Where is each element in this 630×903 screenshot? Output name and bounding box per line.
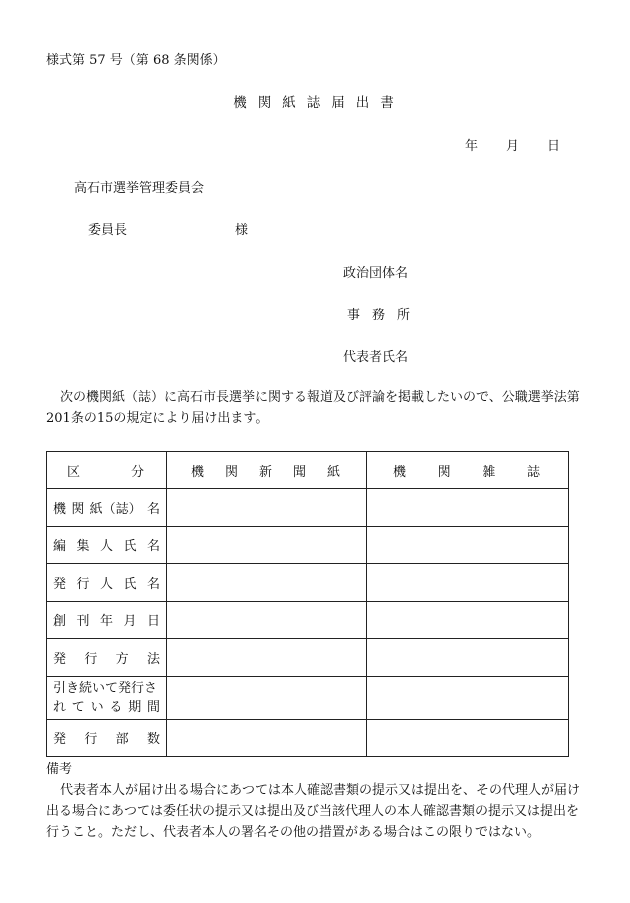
label-char: 聞 — [292, 464, 306, 480]
label-char: 機 — [53, 501, 67, 517]
chairperson-label: 委員長 — [88, 223, 128, 238]
label-char: 年 — [99, 614, 113, 630]
office-label: 事務所 — [347, 308, 423, 323]
magazine-cell[interactable] — [367, 676, 569, 719]
label-char: 発 — [53, 732, 67, 748]
label-char: 区 — [67, 464, 81, 480]
label-char: 新 — [258, 464, 272, 480]
label-char: 人 — [99, 539, 113, 555]
label-char: 氏 — [123, 576, 137, 592]
label-char: 発 — [53, 576, 67, 592]
magazine-cell[interactable] — [367, 489, 569, 527]
label-char: 部 — [115, 732, 129, 748]
table-header-row — [47, 452, 569, 489]
newspaper-cell[interactable] — [167, 526, 367, 564]
addressee: 高石市選挙管理委員会 — [74, 181, 205, 196]
row-label-line1: 引き続いて発行さ — [53, 680, 158, 696]
honorific: 様 — [235, 223, 249, 238]
row-label-circulation — [47, 719, 167, 757]
notes-heading: 備考 — [46, 762, 73, 777]
magazine-cell[interactable] — [367, 639, 569, 677]
label-char: 方 — [115, 651, 129, 667]
newspaper-cell[interactable] — [167, 719, 367, 757]
newspaper-cell[interactable] — [167, 489, 367, 527]
magazine-cell[interactable] — [367, 719, 569, 757]
label-char: 関 — [437, 464, 451, 480]
row-label-publication-name — [47, 489, 167, 527]
label-char: 名 — [146, 576, 160, 592]
label-char: 機 — [393, 464, 407, 480]
label-char: 紙（誌） — [89, 501, 142, 517]
date-month: 月 — [506, 139, 520, 154]
date-day: 日 — [547, 139, 561, 154]
label-char: 氏 — [123, 539, 137, 555]
label-char: い — [90, 699, 104, 715]
label-char: 行 — [84, 651, 98, 667]
label-char: 機 — [191, 464, 205, 480]
newspaper-cell[interactable] — [167, 639, 367, 677]
table-row — [47, 719, 569, 757]
label-char: 関 — [224, 464, 238, 480]
chairperson-line — [88, 219, 249, 238]
label-char: 誌 — [526, 464, 540, 480]
row-label-line2 — [53, 698, 160, 717]
label-char: 発 — [53, 651, 67, 667]
magazine-cell[interactable] — [367, 526, 569, 564]
label-char: 分 — [130, 464, 144, 480]
notes-text: 代表者本人が届け出る場合にあつては本人確認書類の提示又は提出を、その代理人が届け出る場合にあつては委任状の提示又は提出及び当該代理人の本人確認書類の提示又は提出を行うこと。ただし、代表者本人の署名その他の措置がある場合はこの限りではない。 — [46, 783, 581, 840]
row-label-first-issue-date — [47, 601, 167, 639]
table-row — [47, 601, 569, 639]
label-char: 刊 — [76, 614, 90, 630]
label-char: 名 — [146, 539, 160, 555]
label-char: 間 — [146, 699, 160, 715]
representative-name-label: 代表者氏名 — [343, 350, 409, 365]
newspaper-cell[interactable] — [167, 676, 367, 719]
label-char: 法 — [146, 651, 160, 667]
label-char: 数 — [146, 732, 160, 748]
body-text: 次の機関紙（誌）に高石市長選挙に関する報道及び評論を掲載したいので、公職選挙法第201条の15の規定により届け出ます。 — [46, 390, 580, 426]
label-char: 行 — [76, 576, 90, 592]
header-category — [47, 452, 167, 489]
label-char: 人 — [99, 576, 113, 592]
row-label-publisher-name — [47, 564, 167, 602]
header-magazine — [367, 452, 569, 489]
newspaper-cell[interactable] — [167, 564, 367, 602]
form-number: 様式第 57 号（第 68 条関係） — [46, 53, 226, 68]
form-table — [46, 451, 569, 757]
label-char: 創 — [53, 614, 67, 630]
label-char: 月 — [123, 614, 137, 630]
row-label-publication-method — [47, 639, 167, 677]
label-char: 名 — [146, 501, 160, 517]
label-char: 行 — [84, 732, 98, 748]
row-label-continuous-period — [47, 676, 167, 719]
table-row — [47, 526, 569, 564]
label-char: 日 — [146, 614, 160, 630]
header-newspaper — [167, 452, 367, 489]
label-char: 関 — [71, 501, 85, 517]
magazine-cell[interactable] — [367, 564, 569, 602]
row-label-editor-name — [47, 526, 167, 564]
label-char: て — [71, 699, 85, 715]
label-char: 雑 — [482, 464, 496, 480]
label-char: 期 — [128, 699, 142, 715]
document-title: 機関紙誌届出書 — [233, 95, 405, 111]
magazine-cell[interactable] — [367, 601, 569, 639]
table-row — [47, 676, 569, 719]
table-row — [47, 564, 569, 602]
label-char: れ — [53, 699, 67, 715]
date-year: 年 — [465, 139, 479, 154]
label-char: 集 — [76, 539, 90, 555]
label-char: 紙 — [326, 464, 340, 480]
table-row — [47, 639, 569, 677]
newspaper-cell[interactable] — [167, 601, 367, 639]
label-char: 編 — [53, 539, 67, 555]
party-name-label: 政治団体名 — [343, 266, 409, 281]
date-line — [465, 135, 560, 154]
table-row — [47, 489, 569, 527]
label-char: る — [109, 699, 123, 715]
